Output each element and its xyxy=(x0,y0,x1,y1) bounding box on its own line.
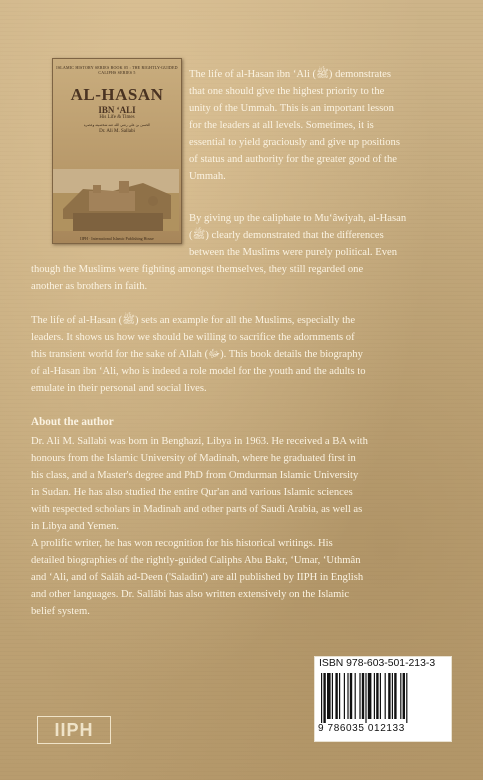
text-line: of al-Hasan ibn ʻAli, who is indeed a role model for the youth and the adults to xyxy=(31,366,366,377)
paragraph-3 xyxy=(31,312,452,397)
text-line: another as brothers in faith. xyxy=(31,281,148,292)
cover-author: Dr. Ali M. Sallabi xyxy=(99,129,135,134)
cover-publisher-text: IIPH · International Islamic Publishing House xyxy=(80,236,154,241)
paragraph-1 xyxy=(189,66,452,185)
text-line: honours from the Islamic University of Madinah, where he graduated first in xyxy=(31,453,356,464)
cover-arabic-line: الحسن بن علي رضي الله عنه شخصيته وعصره xyxy=(83,123,151,127)
cover-subtitle: IBN ʻALI xyxy=(98,105,136,115)
barcode-icon xyxy=(321,673,445,723)
text-line: and other languages. Dr. Sallâbi has also written extensively on the Islamic xyxy=(31,589,350,600)
text-line: By giving up the caliphate to Muʻâwiyah, al-Hasan xyxy=(189,213,407,224)
paragraph-2-top xyxy=(189,210,452,261)
text-line: between the Muslims were purely political. Even xyxy=(189,247,397,258)
text-line: with respected scholars in Madinah and other parts of Saudi Arabia, as well as xyxy=(31,504,363,515)
text-line: that one should give the highest priority to the xyxy=(189,86,385,97)
text-line: though the Muslims were fighting amongst themselves, they still regarded one xyxy=(31,264,364,275)
text-line: (ﷺ) clearly demonstrated that the differences xyxy=(189,230,384,241)
text-line: leaders. It shows us how we should be willing to sacrifice the adornments of xyxy=(31,332,355,343)
cover-series-text: ISLAMIC HISTORY SERIES BOOK 05 : THE RIGHTLY-GUIDED CALIPHS SERIES 5 xyxy=(56,65,178,75)
text-line: A prolific writer, he has won recognition for his historical writings. His xyxy=(31,538,333,549)
text-line: in Libya and Yemen. xyxy=(31,521,119,532)
text-line: detailed biographies of the rightly-guided Caliphs Abu Bakr, ʻUmar, ʻUthmân xyxy=(31,555,361,566)
text-line: The life of al-Hasan (ﷺ) sets an example for all the Muslims, especially the xyxy=(31,315,356,326)
text-line: of status and authority for the greater good of the xyxy=(189,154,397,165)
isbn-barcode-box xyxy=(314,656,452,742)
cover-title: AL-HASAN xyxy=(70,85,164,104)
cover-tagline: His Life & Times xyxy=(99,115,135,120)
book-cover-thumbnail xyxy=(52,58,182,244)
text-line: for the leaders at all levels. Sometimes, it is xyxy=(189,120,374,131)
text-line: this transient world for the sake of Allah (ﷻ). This book details the biography xyxy=(31,349,363,360)
text-line: and ʻAli, and of Salâh ad-Deen ('Saladin') are all published by IIPH in English xyxy=(31,572,364,583)
iiph-logo: IIPH xyxy=(37,716,111,744)
text-line: his class, and a Master's degree and PhD from Omdurman Islamic University xyxy=(31,470,359,481)
paragraph-2-bottom xyxy=(31,261,452,295)
text-line: in Sudan. He has also studied the entire Qur'an and various Islamic sciences xyxy=(31,487,353,498)
text-line: unity of the Ummah. This is an important lesson xyxy=(189,103,394,114)
about-author-heading: About the author xyxy=(31,416,114,428)
text-line: Dr. Ali M. Sallabi was born in Benghazi, Libya in 1963. He received a BA with xyxy=(31,436,368,447)
isbn-label: ISBN 978-603-501-213-3 xyxy=(319,658,436,669)
text-line: Ummah. xyxy=(189,171,226,182)
about-author-text xyxy=(31,433,452,620)
text-line: emulate in their personal and social lives. xyxy=(31,383,207,394)
text-line: belief system. xyxy=(31,606,90,617)
text-line: The life of al-Hasan ibn ʻAli (ﷺ) demonstrates xyxy=(189,69,391,80)
cover-fortress-illustration xyxy=(53,169,179,231)
text-line: essential to yield graciously and give up positions xyxy=(189,137,400,148)
barcode-number: 9 786035 012133 xyxy=(318,723,405,734)
